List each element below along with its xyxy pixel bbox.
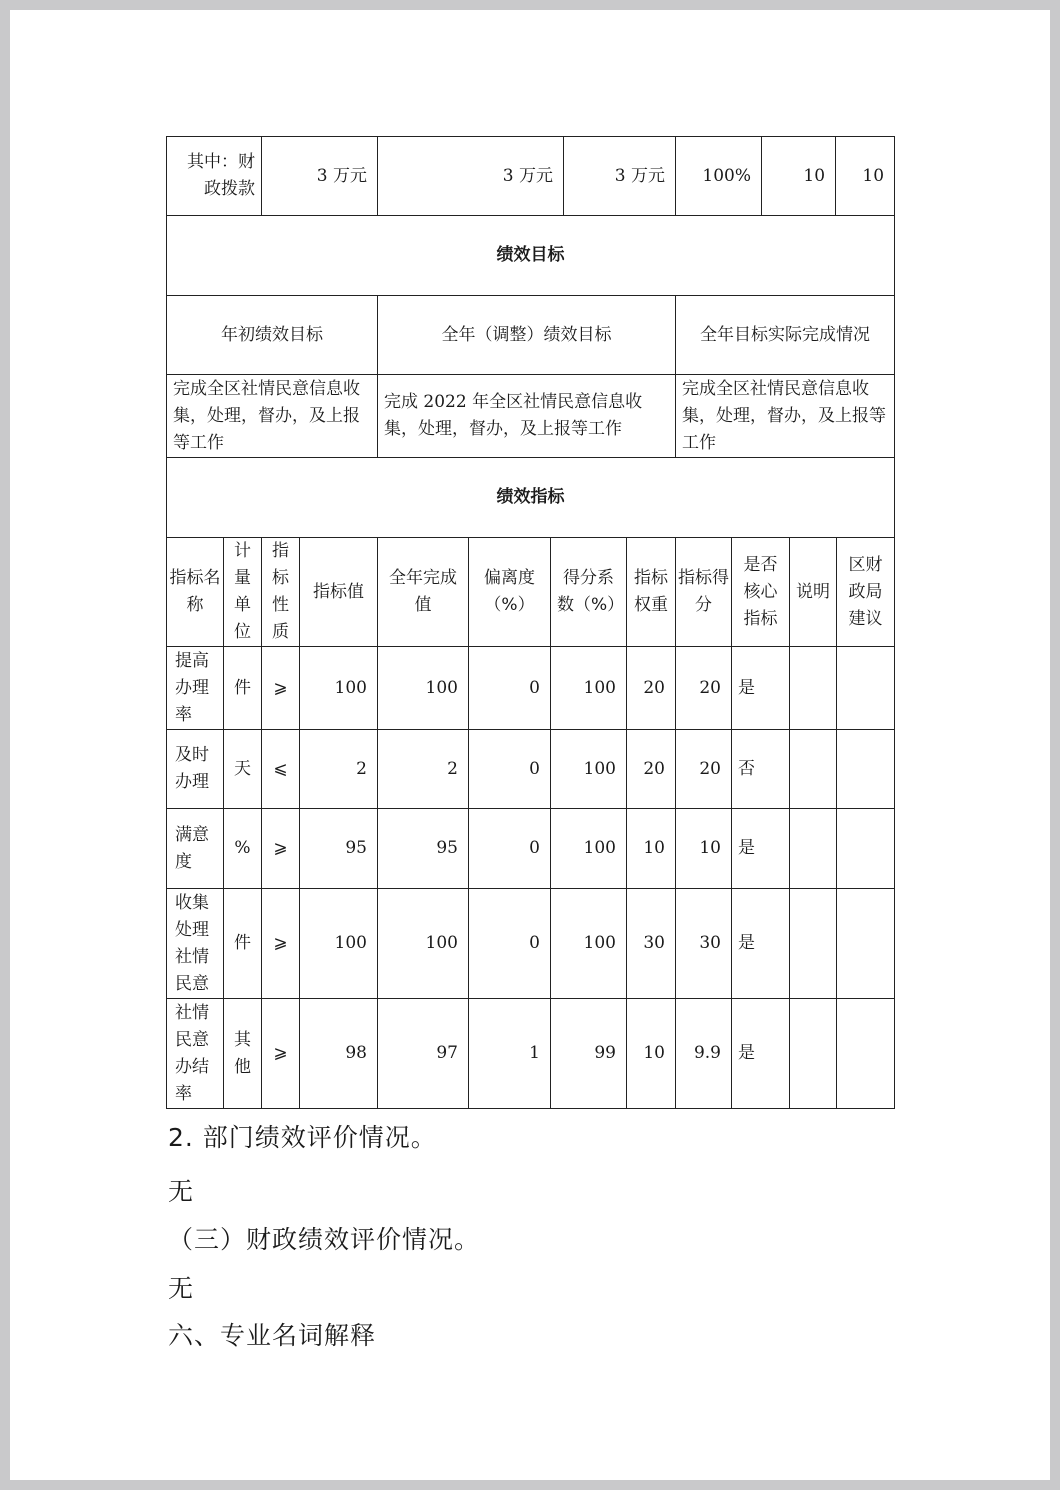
funding-cell: 10: [836, 137, 895, 216]
indicator-coef: 100: [551, 889, 627, 999]
indicator-weight: 10: [627, 809, 676, 889]
goal-actual: 完成全区社情民意信息收集，处理，督办，及上报等工作: [676, 375, 895, 458]
indicator-actual: 97: [378, 999, 469, 1109]
indicator-unit: 天: [224, 730, 262, 809]
indicator-deviation: 0: [469, 647, 551, 730]
goal-adjusted: 完成 2022 年全区社情民意信息收集，处理，督办，及上报等工作: [378, 375, 676, 458]
indicator-target: 95: [300, 809, 378, 889]
indicator-name: 收集处理社情民意: [167, 889, 224, 999]
indicator-actual: 100: [378, 647, 469, 730]
goal-initial: 完成全区社情民意信息收集，处理，督办，及上报等工作: [167, 375, 378, 458]
table-row: [167, 809, 895, 889]
table-row: [167, 889, 895, 999]
indicator-advice: [837, 809, 895, 889]
fin-eval-heading: （三）财政绩效评价情况。: [168, 1225, 481, 1254]
indicator-advice: [837, 889, 895, 999]
indicator-nature: ⩾: [262, 809, 300, 889]
indicators-header-row: [167, 538, 895, 647]
indicator-header-cell: 指标权重: [627, 538, 676, 647]
indicator-deviation: 1: [469, 999, 551, 1109]
indicator-header-cell: 得分系数（%）: [551, 538, 627, 647]
indicator-weight: 10: [627, 999, 676, 1109]
indicator-nature: ⩾: [262, 999, 300, 1109]
indicator-core: 是: [732, 889, 790, 999]
indicator-deviation: 0: [469, 889, 551, 999]
indicator-nature: ⩾: [262, 647, 300, 730]
indicator-actual: 2: [378, 730, 469, 809]
indicator-note: [790, 999, 837, 1109]
indicator-header-cell: 计量单位: [224, 538, 262, 647]
goals-title: 绩效目标: [167, 216, 895, 296]
funding-label: 其中：财政拨款: [167, 137, 262, 216]
indicator-unit: %: [224, 809, 262, 889]
indicator-header-cell: 说明: [790, 538, 837, 647]
indicator-unit: 件: [224, 889, 262, 999]
indicator-name: 满意度: [167, 809, 224, 889]
indicator-coef: 100: [551, 730, 627, 809]
indicator-unit: 件: [224, 647, 262, 730]
indicator-deviation: 0: [469, 730, 551, 809]
indicator-coef: 99: [551, 999, 627, 1109]
indicator-core: 否: [732, 730, 790, 809]
indicator-name: 提高办理率: [167, 647, 224, 730]
indicator-note: [790, 889, 837, 999]
indicator-name: 及时办理: [167, 730, 224, 809]
indicator-score: 20: [676, 730, 732, 809]
indicator-core: 是: [732, 809, 790, 889]
fin-eval-body: 无: [168, 1274, 195, 1303]
indicator-target: 98: [300, 999, 378, 1109]
indicator-unit: 其他: [224, 999, 262, 1109]
goals-table: [166, 136, 895, 458]
indicator-target: 2: [300, 730, 378, 809]
indicator-score: 20: [676, 647, 732, 730]
indicator-nature: ⩾: [262, 889, 300, 999]
funding-cell: 3 万元: [262, 137, 378, 216]
indicators-table: [166, 457, 895, 1109]
indicator-advice: [837, 730, 895, 809]
indicator-deviation: 0: [469, 809, 551, 889]
indicator-name: 社情民意办结率: [167, 999, 224, 1109]
indicator-header-cell: 指标值: [300, 538, 378, 647]
indicator-score: 30: [676, 889, 732, 999]
goals-header: 全年（调整）绩效目标: [378, 296, 676, 375]
indicator-core: 是: [732, 647, 790, 730]
indicator-target: 100: [300, 647, 378, 730]
indicator-header-cell: 是否核心指标: [732, 538, 790, 647]
indicator-actual: 100: [378, 889, 469, 999]
dept-eval-heading: 2. 部门绩效评价情况。: [168, 1123, 437, 1152]
goals-header: 年初绩效目标: [167, 296, 378, 375]
indicators-title: 绩效指标: [167, 458, 895, 538]
indicator-score: 9.9: [676, 999, 732, 1109]
indicator-note: [790, 647, 837, 730]
funding-cell: 3 万元: [378, 137, 564, 216]
funding-row: [167, 137, 895, 216]
table-row: [167, 647, 895, 730]
indicator-note: [790, 730, 837, 809]
indicator-weight: 30: [627, 889, 676, 999]
funding-cell: 100%: [676, 137, 762, 216]
table-row: [167, 999, 895, 1109]
dept-eval-body: 无: [168, 1177, 195, 1206]
indicator-header-cell: 全年完成值: [378, 538, 469, 647]
indicator-header-cell: 偏离度（%）: [469, 538, 551, 647]
indicator-core: 是: [732, 999, 790, 1109]
indicator-note: [790, 809, 837, 889]
indicator-header-cell: 区财政局建议: [837, 538, 895, 647]
indicator-header-cell: 指标得分: [676, 538, 732, 647]
document-page: [10, 10, 1050, 1480]
indicator-weight: 20: [627, 647, 676, 730]
indicator-actual: 95: [378, 809, 469, 889]
indicator-score: 10: [676, 809, 732, 889]
funding-cell: 3 万元: [564, 137, 676, 216]
indicator-advice: [837, 647, 895, 730]
goals-header: 全年目标实际完成情况: [676, 296, 895, 375]
indicator-nature: ⩽: [262, 730, 300, 809]
indicator-advice: [837, 999, 895, 1109]
indicator-header-cell: 指标性质: [262, 538, 300, 647]
indicator-header-cell: 指标名称: [167, 538, 224, 647]
indicator-weight: 20: [627, 730, 676, 809]
indicator-target: 100: [300, 889, 378, 999]
glossary-heading: 六、专业名词解释: [168, 1321, 377, 1350]
indicator-coef: 100: [551, 647, 627, 730]
funding-cell: 10: [762, 137, 836, 216]
indicator-coef: 100: [551, 809, 627, 889]
table-row: [167, 730, 895, 809]
